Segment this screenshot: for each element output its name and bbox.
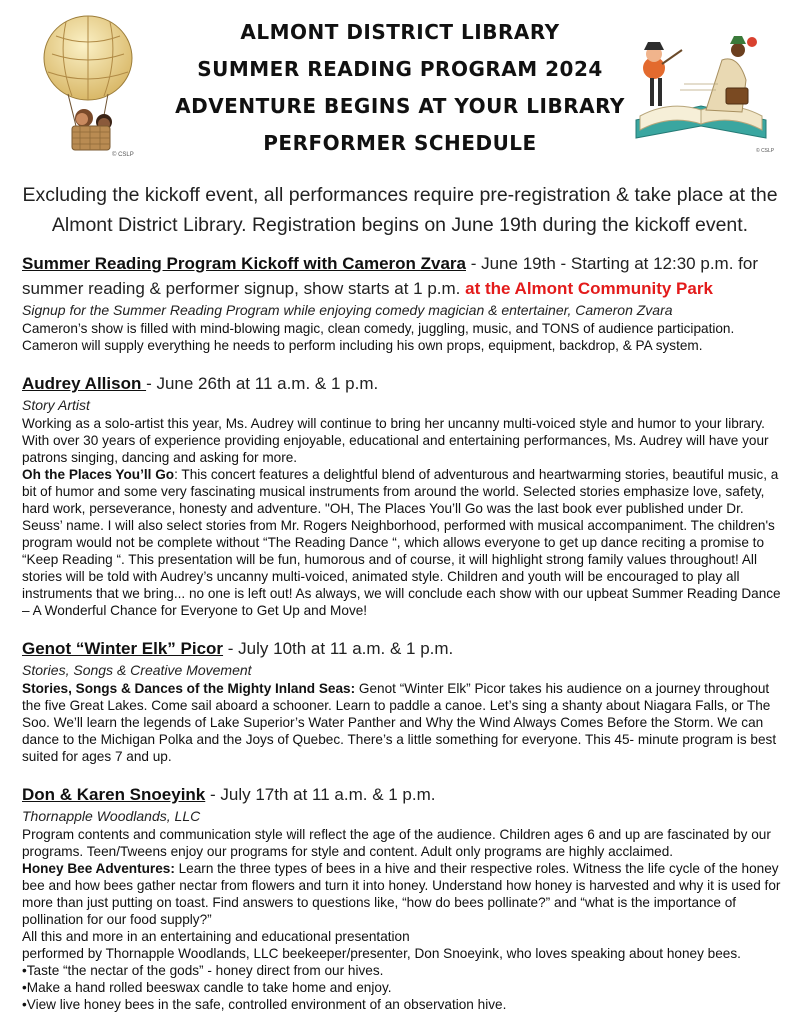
- bullet-item: • Make a hand rolled beeswax candle to take home and enjoy.: [22, 979, 782, 996]
- event-details: - June 26th at 11 a.m. & 1 p.m.: [146, 374, 379, 393]
- program-body: Learn the three types of bees in a hive and their respective roles. Witness the life cycle of the honey bee and how bees gather nectar from flowers and turn it into honey. Understand how honey is harvested and why it is used for more than just putting on toast. Find answers to questions like, “how do bees pollinate?” and “what is the importance of pollination for our food supply?”: [22, 861, 781, 927]
- event-subtitle: Story Artist: [22, 397, 90, 413]
- event-heading: [22, 636, 782, 661]
- event-details: - July 10th at 11 a.m. & 1 p.m.: [223, 639, 454, 658]
- header-line-theme: ADVENTURE BEGINS AT YOUR LIBRARY: [175, 94, 625, 118]
- header-title: [150, 14, 650, 162]
- event-name: Genot “Winter Elk” Picor: [22, 639, 224, 658]
- header-line-program: SUMMER READING PROGRAM 2024: [197, 57, 603, 81]
- event-heading: [22, 251, 782, 301]
- extra-line: performed by Thornapple Woodlands, LLC beekeeper/presenter, Don Snoeyink, who loves speaking about honey bees.: [22, 946, 741, 961]
- event-genot-picor: [22, 636, 782, 765]
- event-subtitle: Signup for the Summer Reading Program while enjoying comedy magician & entertainer, Cameron Zvara: [22, 302, 673, 318]
- performer-schedule: [22, 251, 782, 1030]
- event-description: Working as a solo-artist this year, Ms. Audrey will continue to bring her uncanny multi-voiced style and humor to your library. With over 30 years of experience providing enjoyable, educational and entertaining performances, Ms. Audrey will have your patrons singing, dancing and asking for more.: [22, 416, 769, 465]
- hot-air-balloon-illustration: [32, 14, 144, 164]
- intro-text: Excluding the kickoff event, all performances require pre-registration & take place at the Almont District Library. Registration begins on June 19th during the kickoff event.: [22, 184, 778, 236]
- event-name: Don & Karen Snoeyink: [22, 785, 206, 804]
- event-details: - July 17th at 11 a.m. & 1 p.m.: [205, 785, 436, 804]
- event-details: - June 19th - Starting at 12:30 p.m. for summer reading & performer signup, show starts at 1 p.m.: [22, 254, 758, 298]
- program-title: Honey Bee Adventures:: [22, 861, 175, 876]
- program-body: Genot “Winter Elk” Picor takes his audience on a journey throughout the five Great Lakes. Come sail aboard a schooner. Learn to paddle a canoe. Let’s sing a shanty about Niagara Falls, or The Soo. We’ll learn the legends of Lake Superior’s Water Panther and Why the Wind Always Comes Before the Storm. We can dance to the Michigan Polka and the Joys of Quebec. There’s a little something for everyone. This 45- minute program is best suited for ages 7 and up.: [22, 681, 777, 764]
- program-title: Oh the Places You’ll Go: [22, 467, 175, 482]
- program-description: [22, 680, 782, 765]
- pirate-book-illustration: [626, 20, 776, 155]
- event-description: Cameron’s show is filled with mind-blowing magic, clean comedy, juggling, music, and TONS of audience participation. Cameron will supply everything he needs to perform including his own props, equipment, backdrop, & PA system.: [22, 321, 735, 353]
- program-description: [22, 860, 782, 928]
- event-heading: [22, 782, 782, 807]
- event-audrey-allison: [22, 371, 782, 619]
- event-snoeyink: [22, 782, 782, 1013]
- event-subtitle: Stories, Songs & Creative Movement: [22, 662, 252, 678]
- program-title: Stories, Songs & Dances of the Mighty Inland Seas:: [22, 681, 356, 696]
- header-line-schedule: PERFORMER SCHEDULE: [263, 131, 537, 155]
- header-line-library: ALMONT DISTRICT LIBRARY: [240, 20, 560, 44]
- program-body: : This concert features a delightful blend of adventurous and heartwarming stories, beautiful music, a bit of humor and some very fascinating musical instruments from around the world. Selected stories emphasize love, safety, hard work, perseverance, honesty and adventure. "OH, The Places You’ll Go was the last book ever published under Dr. Seuss’ name. I will also select stories from Mr. Rogers Neighborhood, performed with musical accompaniment. The children's program would not be complete without “The Reading Dance “, which allows everyone to get up dance reciting a promise to “Keep Reading “. This presentation will be fun, humorous and of course, it will highlight strong family values throughout! All stories will be told with Audrey’s uncanny multi-voiced, animated style. Children and youth will be encouraged to play all instruments that we bring... no one is left out! As always, we will conclude each show with our upbeat Summer Reading Dance – A Wonderful Chance for Everyone to Get Up and Move!: [22, 467, 781, 618]
- event-description: Program contents and communication style will reflect the age of the audience. Children ages 6 and up are fascinated by our programs. Teen/Tweens enjoy our programs for style and content. Adult only programs are highly acclaimed.: [22, 827, 771, 859]
- event-heading: [22, 371, 782, 396]
- program-description: [22, 466, 782, 619]
- left-art-credit: © CSLP: [112, 152, 134, 158]
- event-name: Summer Reading Program Kickoff with Cameron Zvara: [22, 254, 466, 273]
- extra-line: All this and more in an entertaining and educational presentation: [22, 929, 410, 944]
- event-subtitle: Thornapple Woodlands, LLC: [22, 808, 201, 824]
- event-name: Audrey Allison: [22, 374, 147, 393]
- bullet-item: • View live honey bees in the safe, controlled environment of an observation hive.: [22, 996, 782, 1013]
- right-art-credit: © CSLP: [756, 148, 775, 154]
- event-location: at the Almont Community Park: [465, 279, 713, 298]
- event-kickoff: [22, 251, 782, 354]
- bullet-item: • Taste “the nectar of the gods” - honey direct from our hives.: [22, 962, 782, 979]
